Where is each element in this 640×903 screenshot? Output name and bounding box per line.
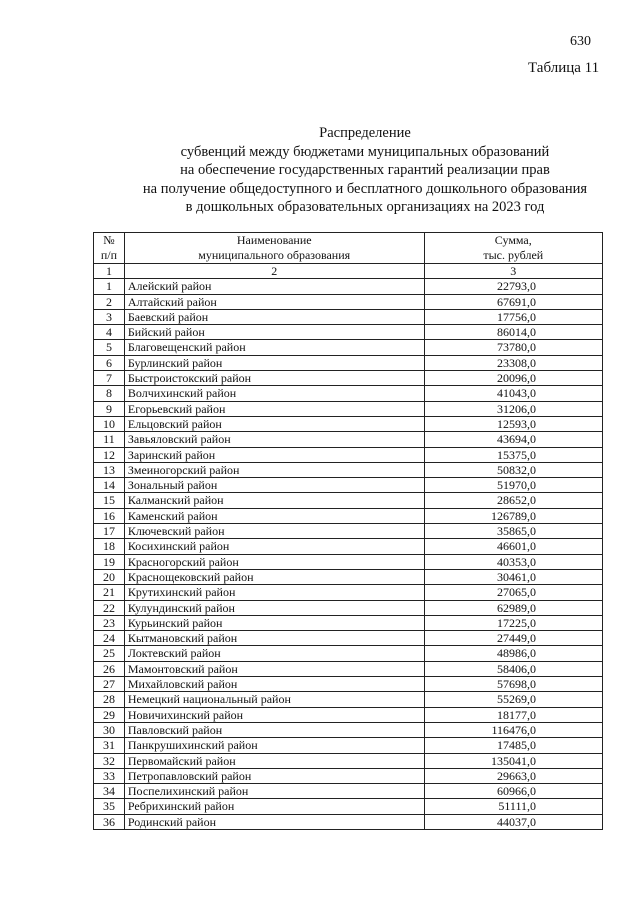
amount-cell: 46601,0: [424, 539, 602, 554]
amount-cell: 48986,0: [424, 646, 602, 661]
column-index-cell: 3: [424, 264, 602, 279]
table-row: [94, 661, 603, 676]
heading-line: субвенций между бюджетами муниципальных образований: [180, 143, 550, 160]
row-number-cell: 3: [94, 309, 125, 324]
header-num: [94, 233, 125, 264]
municipality-name-cell: Быстроистокский район: [124, 371, 424, 386]
amount-cell: 35865,0: [424, 524, 602, 539]
header-num-line1: №: [103, 233, 115, 247]
municipality-name-cell: Ключевский район: [124, 524, 424, 539]
table-label: Таблица 11: [528, 60, 600, 76]
table-row: [94, 814, 603, 829]
row-number-cell: 35: [94, 799, 125, 814]
table-row: [94, 416, 603, 431]
header-sum: [424, 233, 602, 264]
amount-cell: 55269,0: [424, 692, 602, 707]
amount-cell: 116476,0: [424, 722, 602, 737]
table-row: [94, 768, 603, 783]
amount-cell: 20096,0: [424, 371, 602, 386]
amount-cell: 17225,0: [424, 615, 602, 630]
header-name-line1: Наименование: [236, 233, 312, 247]
table-row: [94, 371, 603, 386]
heading-line: на получение общедоступного и бесплатного дошкольного образования: [142, 180, 588, 197]
table-row: [94, 524, 603, 539]
table-row: [94, 478, 603, 493]
table-row: [94, 738, 603, 753]
municipality-name-cell: Новичихинский район: [124, 707, 424, 722]
table-body: [94, 279, 603, 830]
row-number-cell: 36: [94, 814, 125, 829]
amount-cell: 40353,0: [424, 554, 602, 569]
municipality-name-cell: Краснощековский район: [124, 569, 424, 584]
row-number-cell: 16: [94, 508, 125, 523]
municipality-name-cell: Кулундинский район: [124, 600, 424, 615]
amount-cell: 18177,0: [424, 707, 602, 722]
row-number-cell: 8: [94, 386, 125, 401]
header-num-line2: п/п: [100, 248, 118, 262]
municipality-name-cell: Благовещенский район: [124, 340, 424, 355]
row-number-cell: 2: [94, 294, 125, 309]
table-row: [94, 432, 603, 447]
row-number-cell: 26: [94, 661, 125, 676]
table-row: [94, 707, 603, 722]
municipality-name-cell: Косихинский район: [124, 539, 424, 554]
row-number-cell: 33: [94, 768, 125, 783]
column-index-cell: 1: [94, 264, 125, 279]
amount-cell: 60966,0: [424, 784, 602, 799]
municipality-name-cell: Баевский район: [124, 309, 424, 324]
municipality-name-cell: Калманский район: [124, 493, 424, 508]
row-number-cell: 10: [94, 416, 125, 431]
document-heading: [0, 124, 640, 217]
page-number: 630: [570, 34, 591, 49]
table-row: [94, 294, 603, 309]
municipality-name-cell: Немецкий национальный район: [124, 692, 424, 707]
amount-cell: 50832,0: [424, 462, 602, 477]
table-row: [94, 447, 603, 462]
row-number-cell: 20: [94, 569, 125, 584]
row-number-cell: 12: [94, 447, 125, 462]
row-number-cell: 21: [94, 585, 125, 600]
table-row: [94, 340, 603, 355]
municipality-name-cell: Алейский район: [124, 279, 424, 294]
row-number-cell: 9: [94, 401, 125, 416]
municipality-name-cell: Егорьевский район: [124, 401, 424, 416]
amount-cell: 44037,0: [424, 814, 602, 829]
row-number-cell: 22: [94, 600, 125, 615]
amount-cell: 12593,0: [424, 416, 602, 431]
amount-cell: 73780,0: [424, 340, 602, 355]
row-number-cell: 25: [94, 646, 125, 661]
municipality-name-cell: Павловский район: [124, 722, 424, 737]
table-row: [94, 493, 603, 508]
municipality-name-cell: Крутихинский район: [124, 585, 424, 600]
table-row: [94, 692, 603, 707]
municipality-name-cell: Поспелихинский район: [124, 784, 424, 799]
amount-cell: 41043,0: [424, 386, 602, 401]
amount-cell: 17485,0: [424, 738, 602, 753]
municipality-name-cell: Заринский район: [124, 447, 424, 462]
municipality-name-cell: Петропавловский район: [124, 768, 424, 783]
row-number-cell: 17: [94, 524, 125, 539]
row-number-cell: 23: [94, 615, 125, 630]
table-row: [94, 401, 603, 416]
amount-cell: 135041,0: [424, 753, 602, 768]
amount-cell: 62989,0: [424, 600, 602, 615]
header-name: [124, 233, 424, 264]
amount-cell: 29663,0: [424, 768, 602, 783]
table-row: [94, 646, 603, 661]
table-row: [94, 539, 603, 554]
row-number-cell: 27: [94, 677, 125, 692]
municipality-name-cell: Ребрихинский район: [124, 799, 424, 814]
amount-cell: 27449,0: [424, 631, 602, 646]
table-row: [94, 784, 603, 799]
municipality-name-cell: Кытмановский район: [124, 631, 424, 646]
amount-cell: 51970,0: [424, 478, 602, 493]
municipality-name-cell: Ельцовский район: [124, 416, 424, 431]
municipality-name-cell: Панкрушихинский район: [124, 738, 424, 753]
header-sum-line1: Сумма,: [494, 233, 532, 247]
row-number-cell: 4: [94, 325, 125, 340]
table-row: [94, 355, 603, 370]
table-row: [94, 325, 603, 340]
amount-cell: 15375,0: [424, 447, 602, 462]
table-row: [94, 279, 603, 294]
municipality-name-cell: Красногорский район: [124, 554, 424, 569]
row-number-cell: 32: [94, 753, 125, 768]
municipality-name-cell: Волчихинский район: [124, 386, 424, 401]
municipality-name-cell: Курьинский район: [124, 615, 424, 630]
header-name-line2: муниципального образования: [198, 248, 351, 262]
row-number-cell: 24: [94, 631, 125, 646]
municipality-name-cell: Первомайский район: [124, 753, 424, 768]
table-row: [94, 799, 603, 814]
row-number-cell: 14: [94, 478, 125, 493]
municipality-name-cell: Родинский район: [124, 814, 424, 829]
amount-cell: 51111,0: [424, 799, 602, 814]
table-row: [94, 462, 603, 477]
table-row: [94, 554, 603, 569]
municipality-name-cell: Алтайский район: [124, 294, 424, 309]
row-number-cell: 18: [94, 539, 125, 554]
header-sum-line2: тыс. рублей: [483, 248, 544, 262]
row-number-cell: 7: [94, 371, 125, 386]
row-number-cell: 34: [94, 784, 125, 799]
municipality-name-cell: Завьяловский район: [124, 432, 424, 447]
municipality-name-cell: Каменский район: [124, 508, 424, 523]
municipality-name-cell: Михайловский район: [124, 677, 424, 692]
table-row: [94, 508, 603, 523]
amount-cell: 43694,0: [424, 432, 602, 447]
amount-cell: 126789,0: [424, 508, 602, 523]
amount-cell: 30461,0: [424, 569, 602, 584]
amount-cell: 86014,0: [424, 325, 602, 340]
row-number-cell: 29: [94, 707, 125, 722]
table-row: [94, 386, 603, 401]
table-row: [94, 600, 603, 615]
row-number-cell: 28: [94, 692, 125, 707]
heading-line: Распределение: [319, 125, 411, 141]
municipality-name-cell: Бурлинский район: [124, 355, 424, 370]
table-row: [94, 631, 603, 646]
amount-cell: 17756,0: [424, 309, 602, 324]
row-number-cell: 11: [94, 432, 125, 447]
municipality-name-cell: Бийский район: [124, 325, 424, 340]
table-row: [94, 309, 603, 324]
amount-cell: 67691,0: [424, 294, 602, 309]
amount-cell: 27065,0: [424, 585, 602, 600]
row-number-cell: 13: [94, 462, 125, 477]
row-number-cell: 5: [94, 340, 125, 355]
amount-cell: 28652,0: [424, 493, 602, 508]
row-number-cell: 19: [94, 554, 125, 569]
amount-cell: 57698,0: [424, 677, 602, 692]
table-row: [94, 677, 603, 692]
table-row: [94, 585, 603, 600]
heading-line: на обеспечение государственных гарантий реализации прав: [180, 162, 550, 178]
row-number-cell: 6: [94, 355, 125, 370]
row-number-cell: 15: [94, 493, 125, 508]
amount-cell: 22793,0: [424, 279, 602, 294]
municipality-name-cell: Локтевский район: [124, 646, 424, 661]
table-row: [94, 569, 603, 584]
heading-line: в дошкольных образовательных организациях на 2023 год: [185, 199, 545, 215]
column-index-row: [94, 264, 603, 279]
amount-cell: 23308,0: [424, 355, 602, 370]
row-number-cell: 30: [94, 722, 125, 737]
row-number-cell: 31: [94, 738, 125, 753]
table-row: [94, 615, 603, 630]
municipality-name-cell: Зональный район: [124, 478, 424, 493]
column-index-cell: 2: [124, 264, 424, 279]
table-header-row: [94, 233, 603, 264]
table-row: [94, 753, 603, 768]
municipality-name-cell: Мамонтовский район: [124, 661, 424, 676]
amount-cell: 31206,0: [424, 401, 602, 416]
subvention-table: [93, 232, 603, 830]
table-row: [94, 722, 603, 737]
municipality-name-cell: Змеиногорский район: [124, 462, 424, 477]
row-number-cell: 1: [94, 279, 125, 294]
amount-cell: 58406,0: [424, 661, 602, 676]
